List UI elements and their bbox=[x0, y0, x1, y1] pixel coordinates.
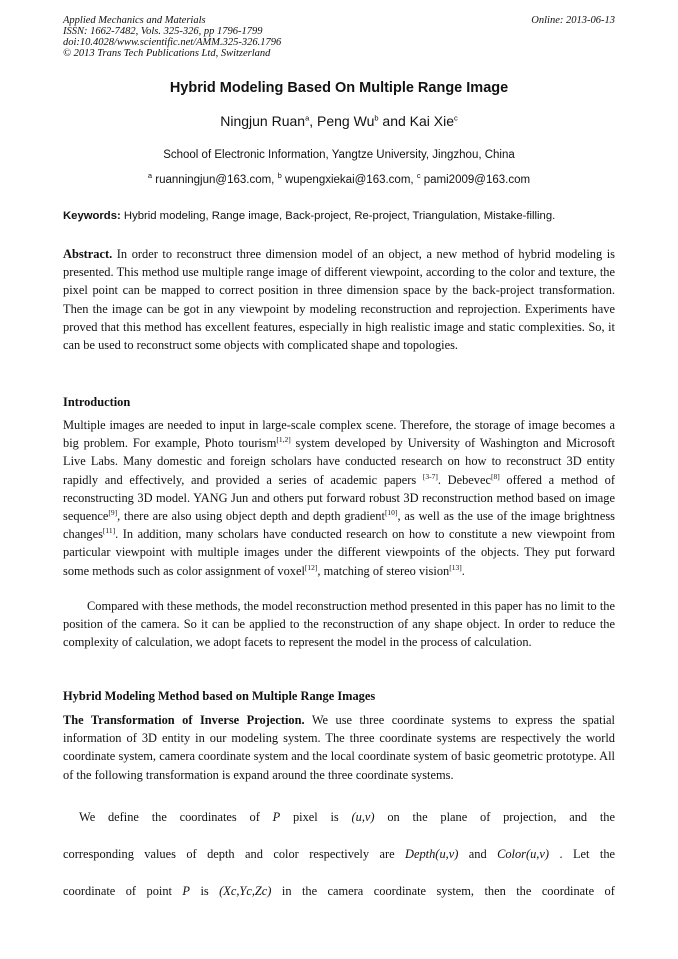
subsection-paragraph bbox=[63, 711, 615, 784]
intro-paragraph-1 bbox=[63, 416, 615, 580]
word: the bbox=[599, 810, 615, 824]
word: coordinate bbox=[373, 884, 427, 898]
email-link[interactable]: wupengxiekai@163.com, bbox=[281, 174, 417, 186]
equation-line-2 bbox=[63, 847, 615, 862]
author-sup: c bbox=[454, 113, 458, 123]
text-run: . Debevec bbox=[437, 472, 491, 487]
word: and bbox=[569, 810, 588, 824]
equation-line-3 bbox=[63, 884, 615, 899]
word: of bbox=[480, 810, 491, 824]
email-link[interactable]: ruanningjun@163.com, bbox=[152, 174, 278, 186]
word: are bbox=[379, 847, 395, 861]
section-heading-hybrid-modeling: Hybrid Modeling Method based on Multiple Range Images bbox=[63, 689, 376, 703]
math-symbol: Color(u,v) bbox=[497, 847, 550, 861]
word: define bbox=[107, 810, 139, 824]
word: plane bbox=[440, 810, 468, 824]
text-run: . bbox=[461, 563, 465, 578]
keywords-label: Keywords: bbox=[63, 210, 121, 222]
email-list bbox=[0, 171, 678, 186]
word: the bbox=[151, 810, 167, 824]
word: the bbox=[516, 884, 532, 898]
author-sup: a bbox=[305, 113, 310, 123]
math-symbol: P bbox=[272, 810, 281, 824]
word: then bbox=[484, 884, 506, 898]
word: is bbox=[200, 884, 209, 898]
author-list bbox=[0, 113, 678, 129]
email-sup: a bbox=[147, 171, 153, 181]
section-heading-introduction: Introduction bbox=[63, 395, 131, 409]
email-link[interactable]: pami2009@163.com bbox=[420, 174, 531, 186]
word: point bbox=[146, 884, 172, 898]
word: and bbox=[245, 847, 263, 861]
word: system, bbox=[436, 884, 475, 898]
text-run: , as well as the use of the image brightness changes bbox=[63, 509, 615, 542]
equation-line-1 bbox=[63, 810, 615, 825]
word: coordinate bbox=[63, 884, 116, 898]
word: pixel bbox=[292, 810, 318, 824]
word: camera bbox=[327, 884, 364, 898]
abstract bbox=[63, 245, 615, 354]
math-symbol: (u,v) bbox=[351, 810, 375, 824]
citation-ref[interactable]: [13] bbox=[449, 562, 462, 572]
word: of bbox=[604, 884, 615, 898]
text-run: Multiple images are needed to input in large-scale complex scene. Therefore, the storage of image becomes a big problem. For example, Photo tourism bbox=[63, 418, 615, 451]
citation-ref[interactable]: [10] bbox=[384, 507, 398, 517]
word: and bbox=[468, 847, 487, 861]
author-sep: and bbox=[378, 113, 410, 129]
word: the bbox=[599, 847, 616, 861]
text-run: system developed by University of Washington and Microsoft Live Labs. Many domestic and foreign scholars have conducted research on how to reconstruct 3D entity rapidly and effectively, and provided a series of academic papers bbox=[63, 436, 615, 487]
copyright-line: © 2013 Trans Tech Publications Ltd, Switzerland bbox=[63, 48, 271, 59]
word: of bbox=[125, 884, 137, 898]
word: on bbox=[387, 810, 400, 824]
keywords-text: Hybrid modeling, Range image, Back-project, Re-project, Triangulation, Mistake-filling. bbox=[120, 210, 556, 222]
word: the bbox=[301, 884, 318, 898]
author-sup: b bbox=[374, 113, 379, 123]
subsection-text: We use three coordinate systems to express the spatial information of 3D entity in our modeling system. The three coordinate systems are respectively the world coordinate system, camera coordinate system and the local coordinate system of basic geometric prototype. All of the following transformation is expand around the three coordinate systems. bbox=[63, 713, 615, 782]
word: . bbox=[559, 847, 563, 861]
author-name: Ningjun Ruan bbox=[220, 113, 306, 129]
text-run: , matching of stereo vision bbox=[317, 563, 450, 578]
word: depth bbox=[207, 847, 235, 861]
journal-meta bbox=[63, 15, 281, 59]
email-sup: b bbox=[277, 171, 282, 181]
text-run: , there are also using object depth and depth gradient bbox=[117, 509, 385, 524]
intro-paragraph-2: Compared with these methods, the model reconstruction method presented in this paper has no limit to the position of the camera. So it can be applied to the reconstruction of any shape object. In order to reduce the complexity of calculation, we adopt facets to represent the model in the process of calculation. bbox=[63, 599, 615, 650]
math-symbol: P bbox=[182, 884, 190, 898]
word: is bbox=[330, 810, 339, 824]
subsection-label: The Transformation of Inverse Projection. bbox=[63, 713, 305, 727]
text-run: . In addition, many scholars have conducted research on how to constitute a new viewpoint from particular viewpoint with multiple images under the different viewpoints of the objects. They put forward some methods such as color assignment of voxel bbox=[63, 527, 615, 578]
word: projection, bbox=[503, 810, 557, 824]
word: in bbox=[281, 884, 292, 898]
affiliation: School of Electronic Information, Yangtze University, Jingzhou, China bbox=[163, 149, 515, 161]
math-symbol: Depth(u,v) bbox=[405, 847, 459, 861]
author-sep: , bbox=[309, 113, 318, 129]
author-name: Peng Wu bbox=[317, 113, 375, 129]
keywords bbox=[63, 210, 615, 222]
doi-line: doi:10.4028/www.scientific.net/AMM.325-326.1796 bbox=[63, 37, 282, 48]
word: respectively bbox=[309, 847, 370, 861]
abstract-text: In order to reconstruct three dimension model of an object, a new method of hybrid modeling is presented. This method use multiple range image of different viewpoint, according to the color and texture, the pixel point can be mapped to correct position in three dimension space by the back-project transformation. Then the image can be got in any viewpoint by modeling reconstruction and reprojection. Experiments have proved that this method has excellent features, especially in high realistic image and static complexities. So, it can be used to reconstruct some objects with complicated shape and topologies. bbox=[63, 247, 615, 353]
word: of bbox=[249, 810, 260, 824]
citation-ref[interactable]: [8] bbox=[491, 471, 500, 481]
word: Let bbox=[572, 847, 590, 861]
abstract-label: Abstract. bbox=[63, 247, 113, 261]
word: values bbox=[144, 847, 176, 861]
journal-name: Applied Mechanics and Materials bbox=[63, 15, 206, 26]
email-sup: c bbox=[416, 171, 421, 181]
online-date: Online: 2013-06-13 bbox=[531, 15, 615, 26]
issn-line: ISSN: 1662-7482, Vols. 325-326, pp 1796-1799 bbox=[63, 26, 263, 37]
word: the bbox=[412, 810, 428, 824]
word: corresponding bbox=[63, 847, 134, 861]
citation-ref[interactable]: [11] bbox=[102, 526, 116, 536]
citation-ref[interactable]: [3-7] bbox=[422, 471, 438, 481]
citation-ref[interactable]: [12] bbox=[304, 562, 318, 572]
text-run: offered a method of reconstructing 3D model. YANG Jun and others put forward robust 3D reconstruction method based on image sequence bbox=[63, 472, 615, 524]
citation-ref[interactable]: [1,2] bbox=[276, 435, 291, 445]
citation-ref[interactable]: [9] bbox=[108, 507, 118, 517]
word: color bbox=[273, 847, 299, 861]
author-name: Kai Xie bbox=[409, 113, 455, 129]
math-symbol: (Xc,Yc,Zc) bbox=[219, 884, 272, 898]
word: of bbox=[186, 847, 197, 861]
paper-title: Hybrid Modeling Based On Multiple Range Image bbox=[169, 80, 509, 96]
word: coordinate bbox=[541, 884, 595, 898]
word: We bbox=[79, 810, 96, 824]
word: coordinates bbox=[179, 810, 237, 824]
